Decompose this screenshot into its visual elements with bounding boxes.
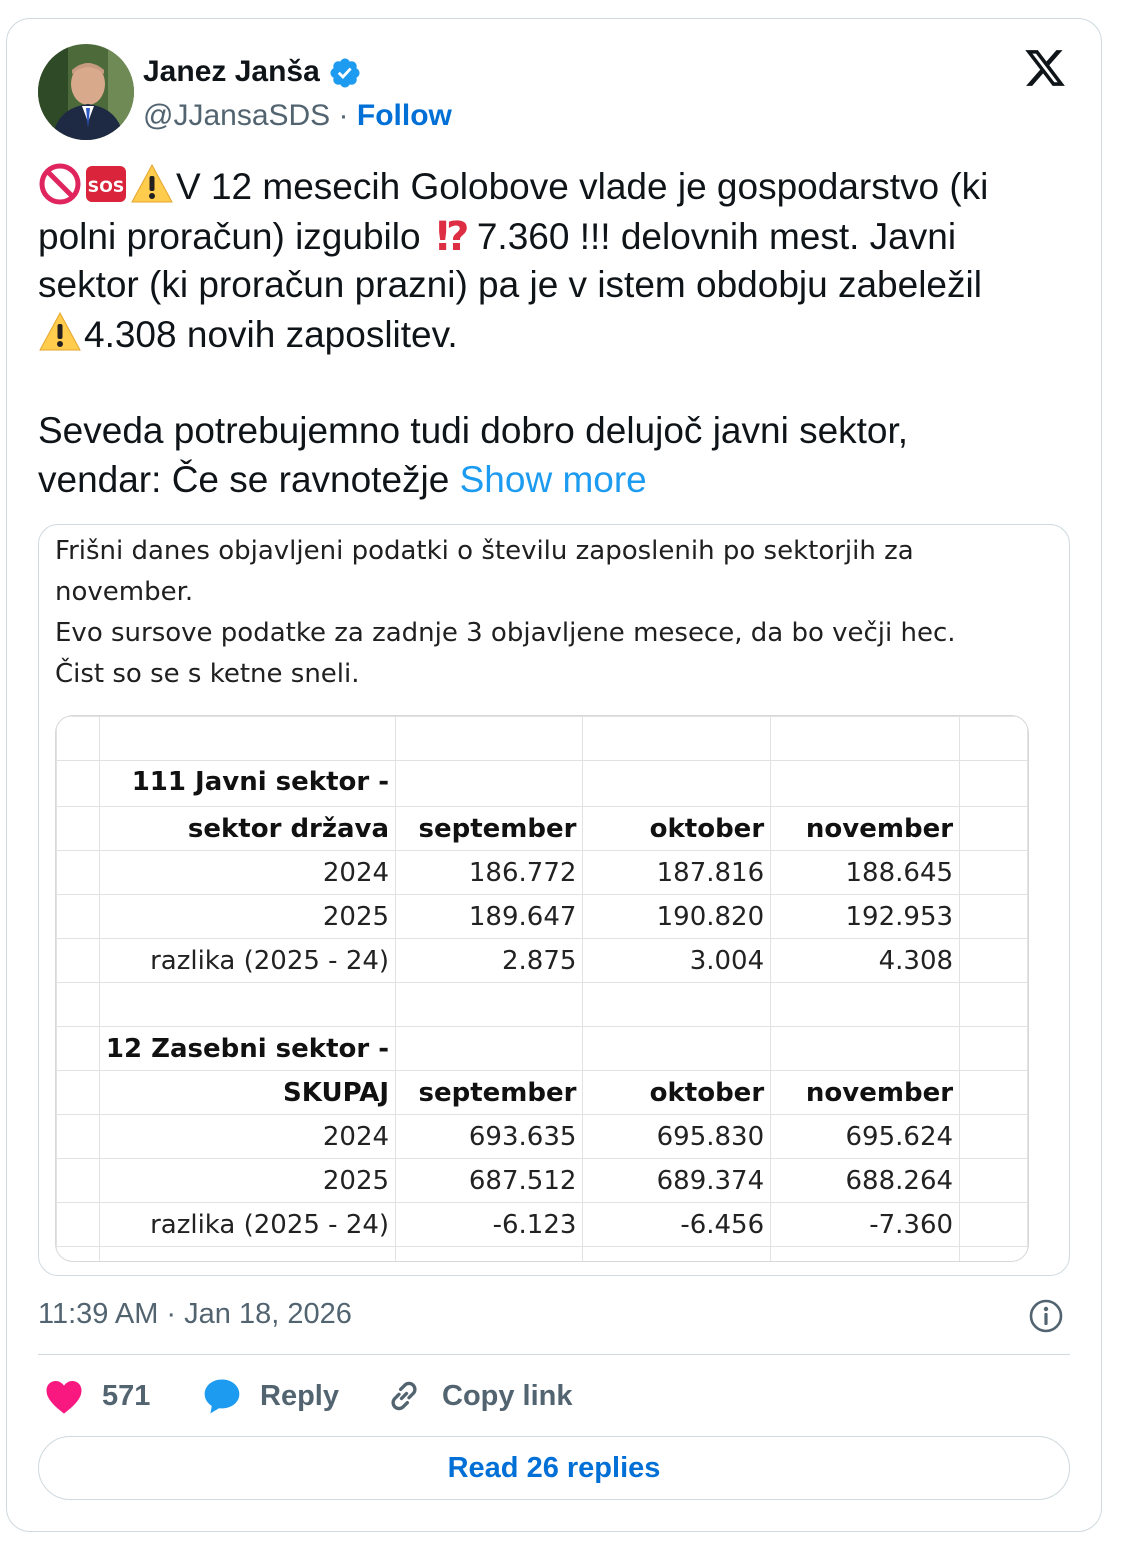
tweet-line-3: sektor (ki proračun prazni) pa je v istem obdobju zabeležil xyxy=(38,264,982,305)
caption-line: Evo sursove podatke za zadnje 3 objavljene mesece, da bo večji hec. xyxy=(55,618,956,648)
x-logo-icon[interactable] xyxy=(1022,46,1068,90)
cell: 695.624 xyxy=(771,1115,960,1159)
table2-header-oktober: oktober xyxy=(583,1071,771,1115)
warning-icon xyxy=(38,310,82,354)
sos-icon xyxy=(84,162,128,206)
reply-bubble-icon xyxy=(202,1377,242,1415)
cell: 187.816 xyxy=(583,851,771,895)
row-label: razlika (2025 - 24) xyxy=(99,939,395,983)
table-row xyxy=(57,1115,1028,1159)
show-more-link[interactable]: Show more xyxy=(459,458,647,500)
tweet-text xyxy=(38,162,1078,504)
cell: 695.830 xyxy=(583,1115,771,1159)
cell: 186.772 xyxy=(396,851,583,895)
heart-icon xyxy=(44,1377,84,1415)
cell: -6.123 xyxy=(396,1203,583,1247)
table-row xyxy=(57,939,1028,983)
info-icon[interactable] xyxy=(1028,1298,1064,1334)
media-image[interactable] xyxy=(38,524,1070,1276)
svg-text:SOS: SOS xyxy=(87,177,125,196)
interrobang-icon xyxy=(431,212,475,256)
copy-link-button[interactable] xyxy=(384,1374,573,1418)
reply-button[interactable] xyxy=(202,1374,339,1418)
cell: 4.308 xyxy=(771,939,960,983)
tweet-line-6: vendar: Če se ravnotežje xyxy=(38,458,460,500)
spreadsheet-table xyxy=(55,715,1029,1262)
avatar[interactable] xyxy=(38,44,134,140)
table-row xyxy=(57,1203,1028,1247)
cell: 189.647 xyxy=(396,895,583,939)
media-caption xyxy=(55,531,1045,695)
table2-title-2: SKUPAJ xyxy=(99,1071,395,1115)
copy-link-label: Copy link xyxy=(442,1379,573,1412)
table2-header-november: november xyxy=(771,1071,960,1115)
cell: 2.875 xyxy=(396,939,583,983)
tweet-line-2b: 7.360 !!! delovnih mest. Javni xyxy=(476,215,957,257)
cell: 689.374 xyxy=(583,1159,771,1203)
row-label: 2025 xyxy=(99,1159,395,1203)
cell: -7.360 xyxy=(771,1203,960,1247)
handle-row xyxy=(143,98,452,134)
reply-label: Reply xyxy=(260,1379,339,1412)
cell: -6.456 xyxy=(583,1203,771,1247)
author-name[interactable]: Janez Janša xyxy=(143,55,320,88)
table2-header-september: september xyxy=(396,1071,583,1115)
no-entry-icon xyxy=(38,162,82,206)
tweet-line-4: 4.308 novih zaposlitev. xyxy=(84,313,458,355)
caption-line: Frišni danes objavljeni podatki o številu zaposlenih po sektorjih za xyxy=(55,536,914,566)
warning-icon xyxy=(130,162,174,206)
table2-title-1: 12 Zasebni sektor - xyxy=(99,1027,395,1071)
table-row xyxy=(57,895,1028,939)
table-row xyxy=(57,1159,1028,1203)
table1-header-september: september xyxy=(396,807,583,851)
author-handle[interactable]: @JJansaSDS xyxy=(143,99,331,132)
tweet-line-2a: polni proračun) izgubilo xyxy=(38,215,431,257)
table1-title-1: 111 Javni sektor - xyxy=(99,761,395,807)
read-replies-button[interactable]: Read 26 replies xyxy=(38,1436,1070,1500)
row-label: razlika (2025 - 24) xyxy=(99,1203,395,1247)
svg-text:⁉: ⁉ xyxy=(436,213,470,256)
caption-line: november. xyxy=(55,577,194,607)
verified-badge-icon xyxy=(328,56,362,90)
table1-header-november: november xyxy=(771,807,960,851)
table-row xyxy=(57,851,1028,895)
link-icon xyxy=(384,1376,424,1416)
cell: 688.264 xyxy=(771,1159,960,1203)
cell: 192.953 xyxy=(771,895,960,939)
like-button[interactable] xyxy=(44,1374,150,1418)
tweet-line-1: V 12 mesecih Golobove vlade je gospodarstvo (ki xyxy=(176,166,989,207)
row-label: 2024 xyxy=(99,851,395,895)
tweet-line-5: Seveda potrebujemno tudi dobro delujoč javni sektor, xyxy=(38,410,909,451)
tweet-timestamp[interactable]: 11:39 AM · Jan 18, 2026 xyxy=(38,1298,352,1330)
follow-button[interactable]: Follow xyxy=(356,99,452,132)
cell: 687.512 xyxy=(396,1159,583,1203)
cell: 188.645 xyxy=(771,851,960,895)
cell: 190.820 xyxy=(583,895,771,939)
row-label: 2025 xyxy=(99,895,395,939)
cell: 3.004 xyxy=(583,939,771,983)
like-count: 571 xyxy=(102,1379,151,1412)
cell: 693.635 xyxy=(396,1115,583,1159)
table1-header-oktober: oktober xyxy=(583,807,771,851)
separator-dot: · xyxy=(338,99,349,132)
caption-line: Čist so se s ketne sneli. xyxy=(55,659,360,689)
divider xyxy=(38,1354,1070,1355)
row-label: 2024 xyxy=(99,1115,395,1159)
table1-title-2: sektor država xyxy=(99,807,395,851)
